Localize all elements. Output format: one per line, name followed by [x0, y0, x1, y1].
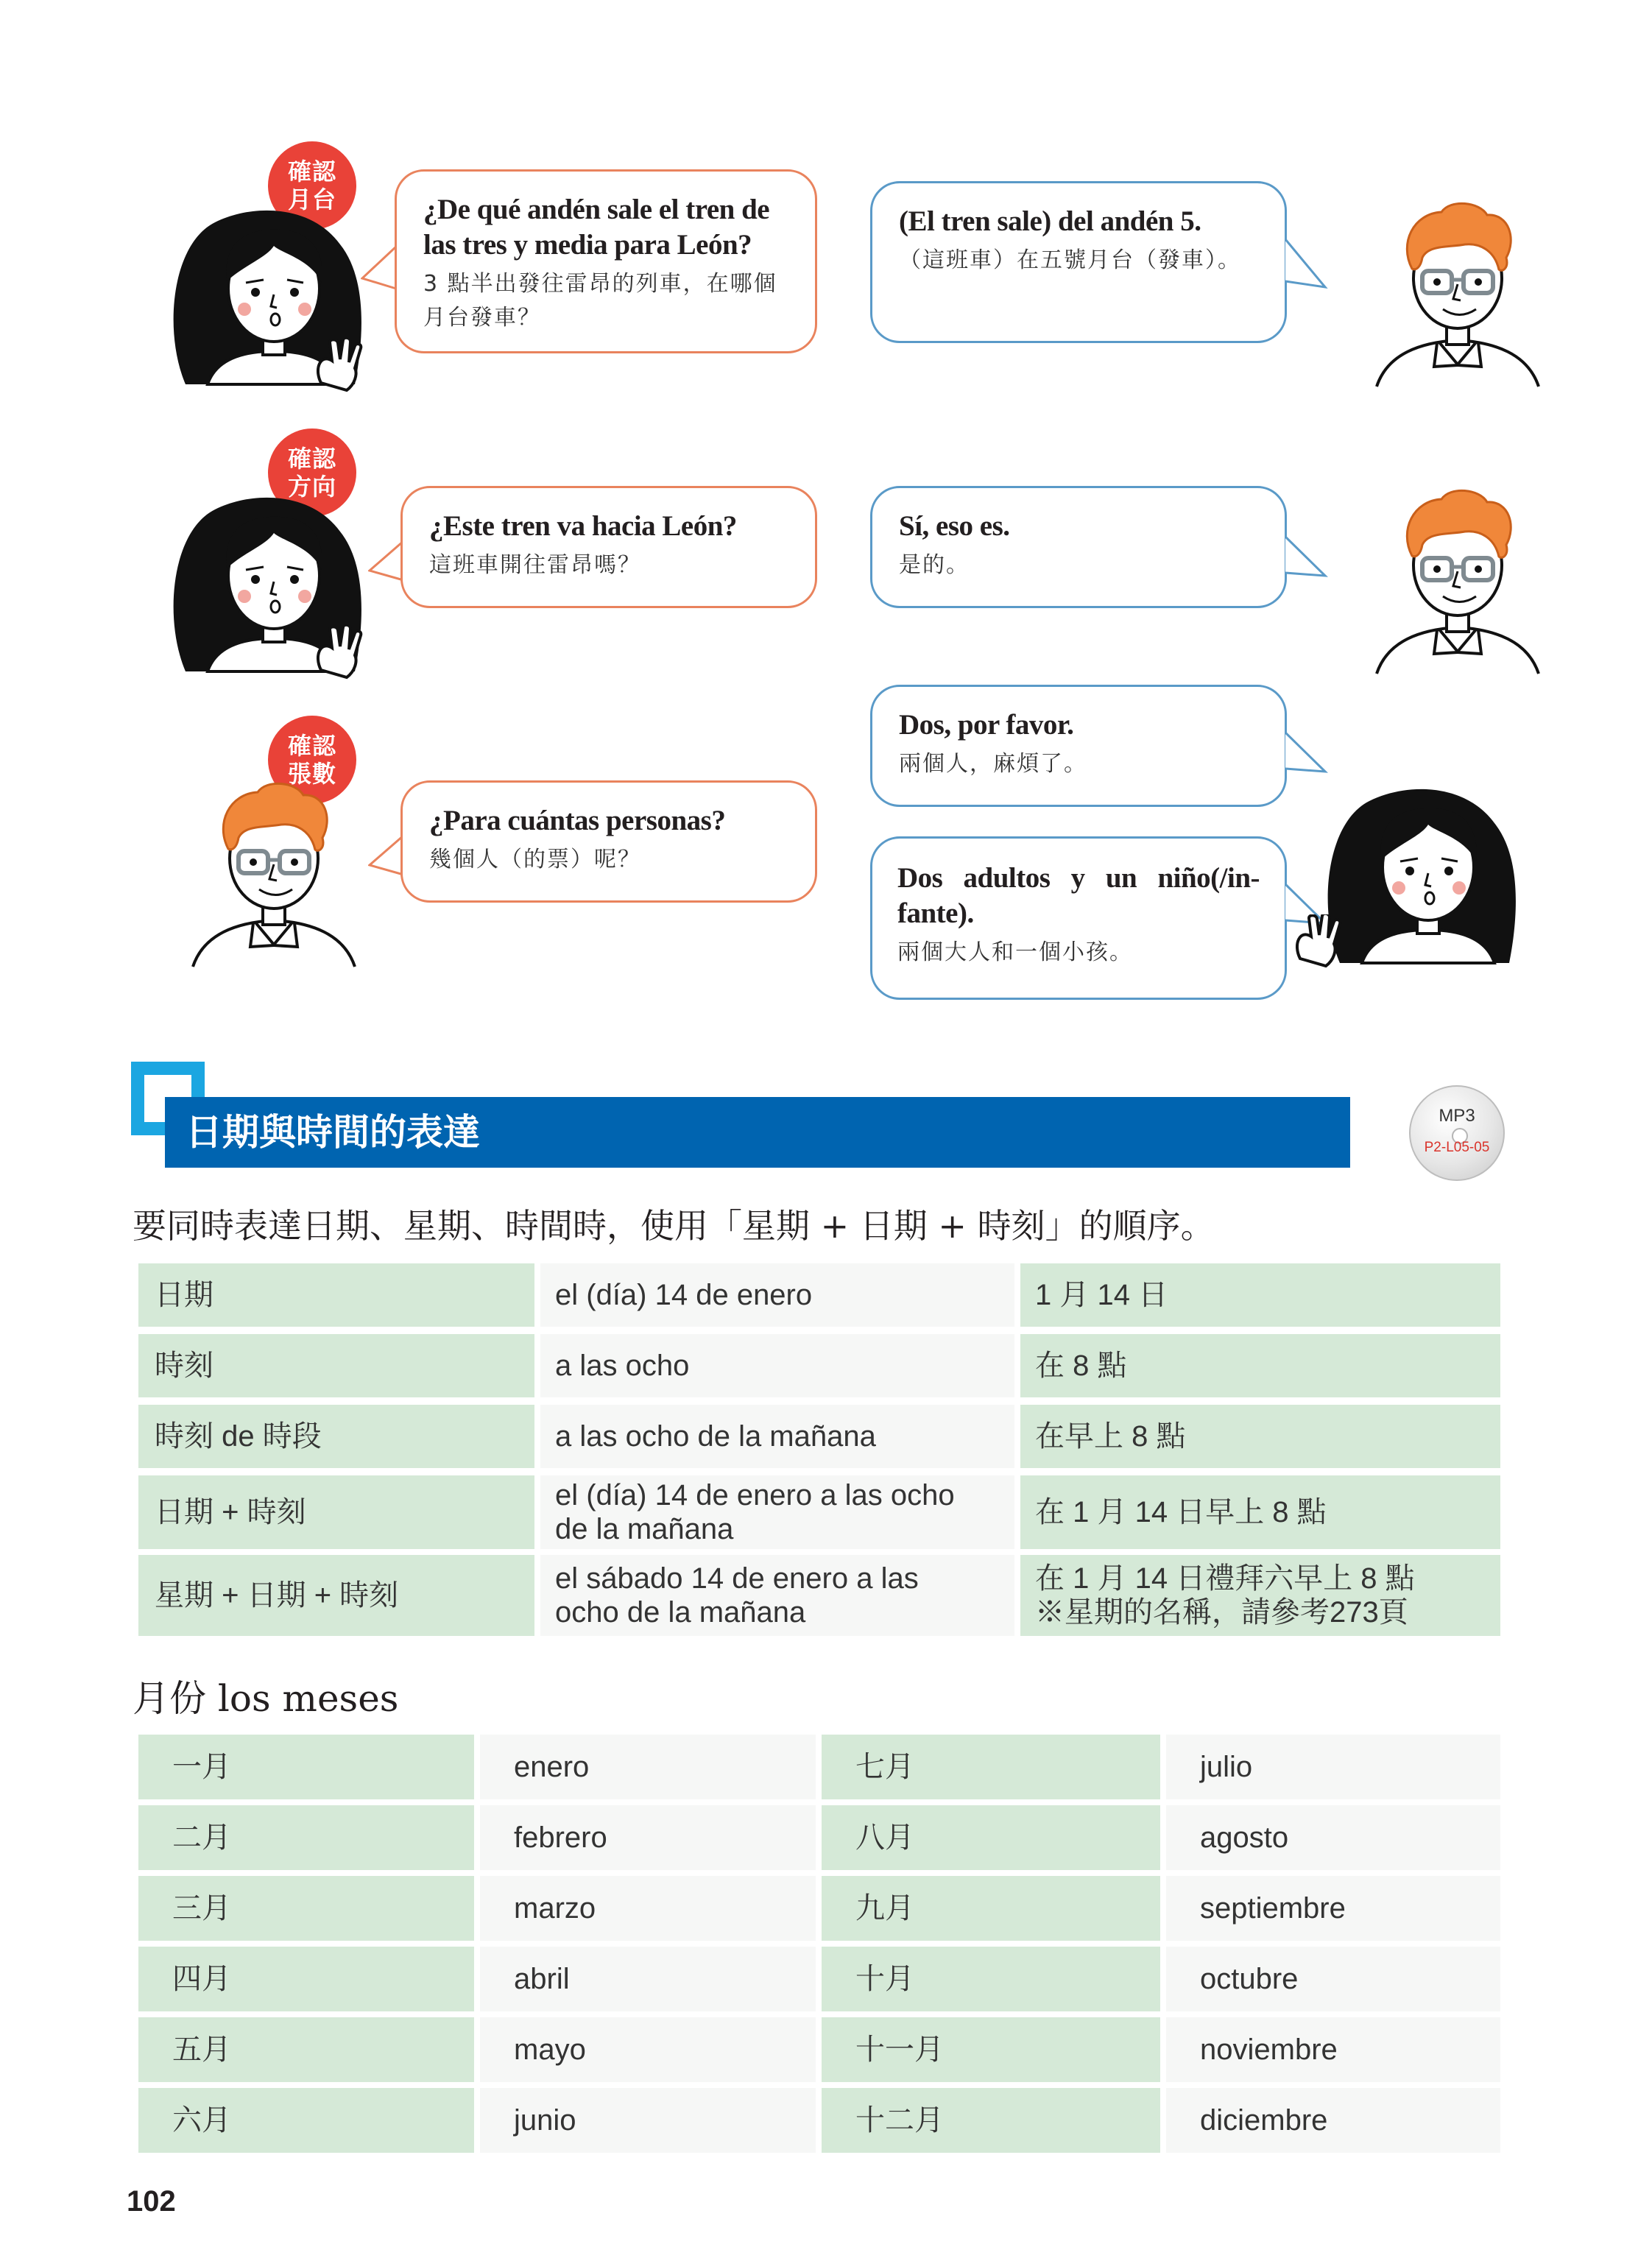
expressions-cell-zh: [1020, 1405, 1500, 1468]
expressions-cell-zh: [1020, 1263, 1500, 1327]
expressions-cell-es: [540, 1555, 1014, 1636]
bubble-tail: [1284, 236, 1328, 294]
speech-bubble-answer-adults-child: Dos adultos y un niño(/in- fante). 兩個大人和一個小孩。: [870, 836, 1287, 1000]
month-zh: 一月: [138, 1735, 474, 1799]
mp3-track: P2-L05-05: [1424, 1140, 1490, 1155]
hand-icon: [314, 626, 365, 681]
month-zh: 六月: [138, 2088, 474, 2153]
month-es: julio: [1166, 1735, 1500, 1799]
bubble-tail: [368, 832, 405, 883]
expressions-cell-text: el (día) 14 de enero a las ocho: [555, 1479, 955, 1512]
month-es: junio: [480, 2088, 816, 2153]
expressions-cell-text: 日期 + 時刻: [155, 1496, 306, 1528]
expressions-cell-text: 時刻 de 時段: [155, 1420, 322, 1453]
month-zh: 十月: [822, 1947, 1160, 2011]
expressions-cell-es: [540, 1263, 1014, 1327]
month-zh: 五月: [138, 2017, 474, 2082]
hand-icon: [1293, 914, 1344, 970]
month-zh: 四月: [138, 1947, 474, 2011]
speech-bubble-answer-direction: Sí, eso es. 是的。: [870, 486, 1287, 608]
month-es: mayo: [480, 2017, 816, 2082]
month-zh: 七月: [822, 1735, 1160, 1799]
speech-bubble-question-persons: ¿Para cuántas personas? 幾個人（的票）呢？: [400, 780, 817, 903]
bubble-tail: [368, 537, 405, 589]
expressions-cell-es: [540, 1334, 1014, 1397]
month-es: febrero: [480, 1805, 816, 1870]
month-zh: 二月: [138, 1805, 474, 1870]
expressions-cell-text: ocho de la mañana: [555, 1596, 806, 1629]
expressions-cell-label: [138, 1334, 534, 1397]
hand-icon: [314, 339, 365, 394]
expressions-cell-label: [138, 1555, 534, 1636]
month-es: enero: [480, 1735, 816, 1799]
month-es: abril: [480, 1947, 816, 2011]
month-zh: 八月: [822, 1805, 1160, 1870]
boy-illustration: [1355, 199, 1561, 392]
expressions-cell-es: [540, 1405, 1014, 1468]
section-intro: 要同時表達日期、星期、時間時，使用「星期 + 日期 + 時刻」的順序。: [133, 1206, 1215, 1246]
boy-illustration: [1355, 486, 1561, 679]
speech-bubble-answer-two: Dos, por favor. 兩個人，麻煩了。: [870, 685, 1287, 807]
month-zh: 三月: [138, 1876, 474, 1941]
expressions-cell-text: el (día) 14 de enero: [555, 1279, 813, 1311]
speech-bubble-question-platform: ¿De qué andén sale el tren de las tres y media para León? 3 點半出發往雷昂的列車，在哪個月台發車？: [395, 169, 817, 353]
month-es: agosto: [1166, 1805, 1500, 1870]
expressions-cell-text: a las ocho de la mañana: [555, 1420, 876, 1453]
expressions-cell-text: 在 1 月 14 日禮拜六早上 8 點: [1035, 1562, 1415, 1595]
month-es: octubre: [1166, 1947, 1500, 2011]
expressions-cell-text: 星期 + 日期 + 時刻: [155, 1579, 399, 1612]
month-es: septiembre: [1166, 1876, 1500, 1941]
month-zh: 十二月: [822, 2088, 1160, 2153]
expressions-cell-text: de la mañana: [555, 1513, 734, 1545]
expressions-cell-text: 1 月 14 日: [1035, 1279, 1168, 1311]
expressions-cell-text: el sábado 14 de enero a las: [555, 1562, 919, 1595]
expressions-cell-text: 在 8 點: [1035, 1350, 1127, 1382]
bubble-tail: [1284, 533, 1328, 592]
badge-confirm-ticket-count: 確認 張數: [268, 716, 356, 804]
month-es: noviembre: [1166, 2017, 1500, 2082]
expressions-cell-text: 在早上 8 點: [1035, 1420, 1186, 1453]
expressions-cell-label: [138, 1405, 534, 1468]
month-es: diciembre: [1166, 2088, 1500, 2153]
months-title: 月份 los meses: [133, 1677, 399, 1720]
badge-confirm-platform: 確認 月台: [268, 141, 356, 230]
bubble-tail: [361, 243, 398, 294]
section-title: 日期與時間的表達: [186, 1111, 480, 1154]
expressions-cell-zh: [1020, 1475, 1500, 1549]
expressions-cell-text: 時刻: [155, 1350, 213, 1382]
expressions-cell-zh: [1020, 1555, 1500, 1636]
girl-illustration: [1318, 779, 1539, 970]
expressions-cell-text: ※星期的名稱，請參考273頁: [1035, 1596, 1408, 1629]
expressions-cell-label: [138, 1475, 534, 1549]
mp3-disc-icon[interactable]: [1409, 1085, 1505, 1181]
badge-confirm-direction: 確認 方向: [268, 428, 356, 517]
speech-bubble-question-direction: ¿Este tren va hacia León? 這班車開往雷昂嗎？: [400, 486, 817, 608]
speech-bubble-answer-platform: (El tren sale) del andén 5. （這班車）在五號月台（發車）。: [870, 181, 1287, 343]
month-es: marzo: [480, 1876, 816, 1941]
expressions-cell-zh: [1020, 1334, 1500, 1397]
expressions-cell-text: a las ocho: [555, 1350, 690, 1382]
month-zh: 九月: [822, 1876, 1160, 1941]
boy-illustration: [171, 779, 377, 972]
month-zh: 十一月: [822, 2017, 1160, 2082]
expressions-cell-label: [138, 1263, 534, 1327]
mp3-label: MP3: [1439, 1106, 1475, 1126]
expressions-cell-es: [540, 1475, 1014, 1549]
expressions-cell-text: 日期: [155, 1279, 213, 1311]
page-number: 102: [127, 2185, 176, 2218]
expressions-cell-text: 在 1 月 14 日早上 8 點: [1035, 1496, 1327, 1528]
